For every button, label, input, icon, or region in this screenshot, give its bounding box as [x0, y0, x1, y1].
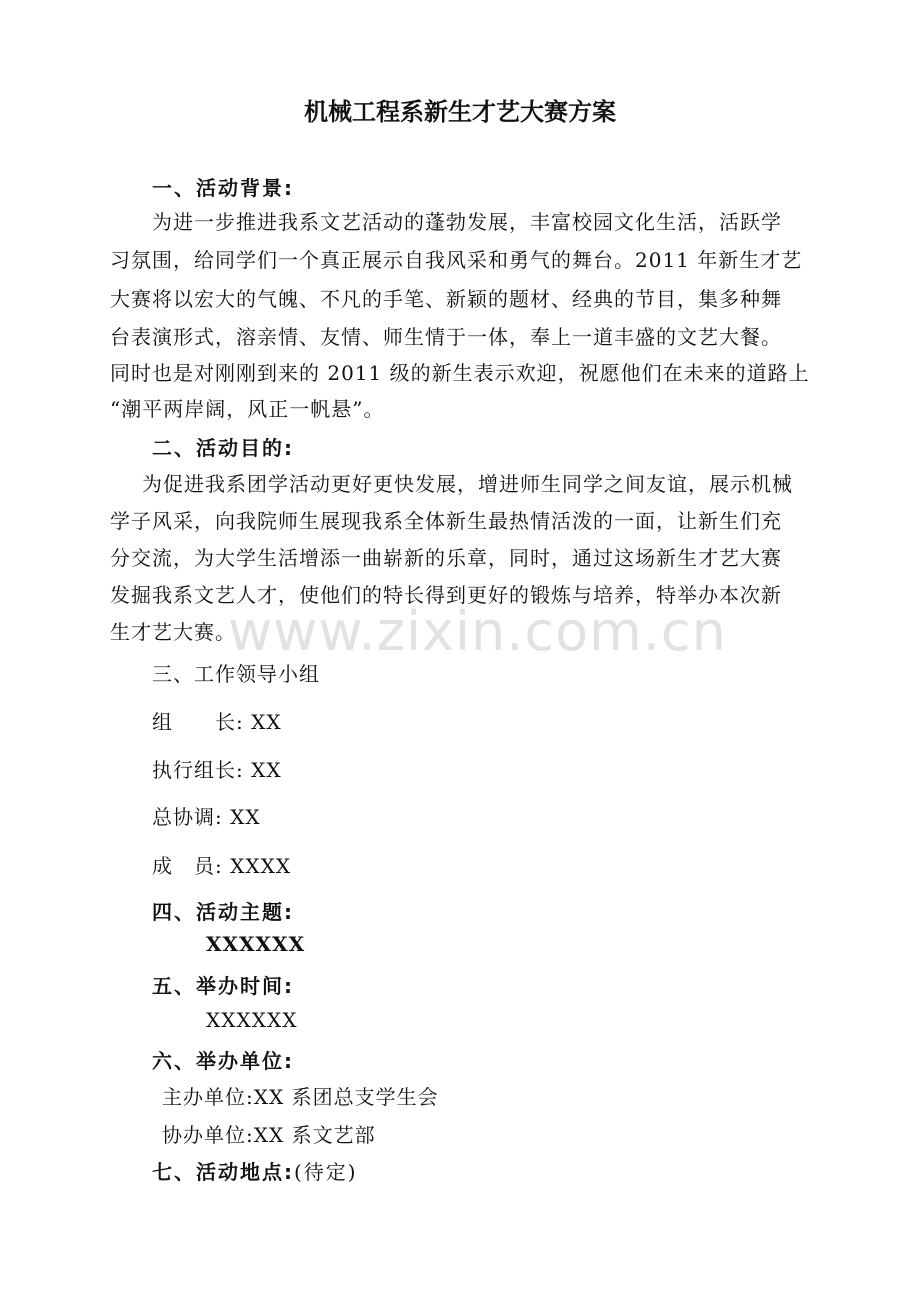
time-value: XXXXXX — [206, 1008, 298, 1032]
section2-line-4: 发掘我系文艺人才，使他们的特长得到更好的锻炼与培养，特举办本次新 — [110, 583, 782, 607]
member-value: XX — [251, 758, 282, 782]
section2-heading: 二、活动目的: — [152, 436, 294, 460]
host-row — [162, 1081, 439, 1110]
section2-line-5: 生才艺大赛。 — [110, 620, 236, 644]
co-host-label: 协办单位: — [162, 1123, 254, 1147]
section7-heading: 七、活动地点: — [152, 1160, 294, 1184]
member-row-executive — [152, 754, 282, 783]
member-row-leader — [152, 706, 282, 735]
section1-line-2: 习氛围，给同学们一个真正展示自我风采和勇气的舞台。2011 年新生才艺 — [110, 248, 803, 272]
section3-heading: 三、工作领导小组 — [152, 662, 320, 686]
member-row-members — [152, 850, 291, 879]
section7-row — [152, 1156, 358, 1185]
section2-line-3: 分交流，为大学生活增添一曲崭新的乐章，同时，通过这场新生才艺大赛 — [110, 546, 782, 570]
section1-line-1: 为进一步推进我系文艺活动的蓬勃发展，丰富校园文化生活，活跃学 — [152, 210, 782, 234]
section1-line-5: 同时也是对刚刚到来的 2011 级的新生表示欢迎，祝愿他们在未来的道路上 — [110, 361, 810, 385]
member-label: 组 长: — [152, 710, 244, 734]
section1-heading: 一、活动背景: — [152, 176, 294, 200]
section4-heading: 四、活动主题: — [152, 900, 294, 924]
section5-heading: 五、举办时间: — [152, 974, 294, 998]
member-label: 成 员: — [152, 854, 223, 878]
member-row-coordinator — [152, 801, 261, 830]
member-value: XX — [251, 710, 282, 734]
member-label: 总协调: — [152, 805, 223, 829]
co-host-value: XX 系文艺部 — [253, 1123, 376, 1147]
section1-line-4: 台表演形式，溶亲情、友情、师生情于一体，奉上一道丰盛的文艺大餐。 — [110, 325, 782, 349]
member-value: XXXX — [230, 854, 292, 878]
section6-heading: 六、举办单位: — [152, 1049, 294, 1073]
venue-value: (待定) — [294, 1160, 358, 1184]
section2-line-2: 学子风采，向我院师生展现我系全体新生最热情活泼的一面，让新生们充 — [110, 509, 782, 533]
co-host-row — [162, 1119, 376, 1148]
member-label: 执行组长: — [152, 758, 244, 782]
section1-line-6: “潮平两岸阔，风正一帆悬”。 — [110, 397, 385, 421]
document-title: 机械工程系新生才艺大赛方案 — [304, 98, 616, 126]
watermark-text: www.zixin.com.cn — [228, 600, 727, 663]
host-label: 主办单位: — [162, 1085, 254, 1109]
section2-line-1: 为促进我系团学活动更好更快发展，增进师生同学之间友谊，展示机械 — [142, 472, 793, 496]
theme-value: XXXXXX — [206, 932, 306, 956]
member-value: XX — [230, 805, 261, 829]
host-value: XX 系团总支学生会 — [253, 1085, 439, 1109]
section1-line-3: 大赛将以宏大的气魄、不凡的手笔、新颖的题材、经典的节目，集多种舞 — [110, 287, 782, 311]
